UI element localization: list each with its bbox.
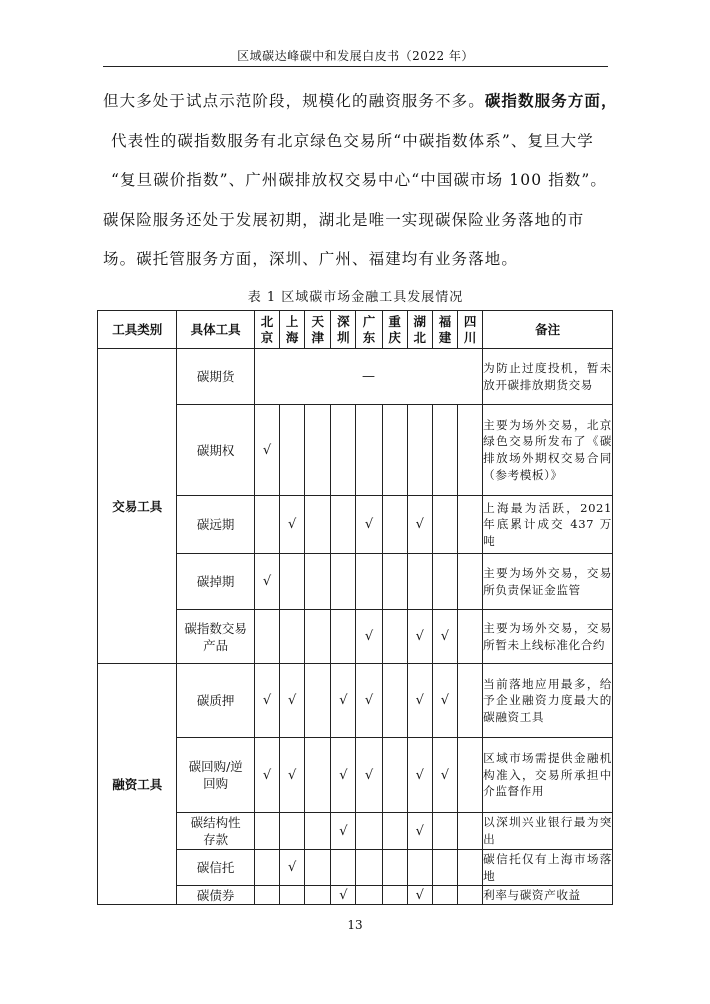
note-cell: 以深圳兴业银行最为突出 — [483, 813, 613, 850]
table-caption: 表 1 区域碳市场金融工具发展情况 — [247, 290, 464, 305]
empty-cell — [458, 850, 483, 886]
note-cell: 主要为场外交易，交易所负责保证金监管 — [483, 554, 613, 610]
body-line-1-text: 但大多处于试点示范阶段，规模化的融资服务不多。 — [103, 92, 485, 110]
empty-cell — [432, 813, 457, 850]
empty-cell — [280, 886, 305, 905]
header-region-chongqing: 重 庆 — [382, 311, 407, 349]
check-cell: √ — [407, 738, 432, 813]
check-cell: √ — [280, 738, 305, 813]
note-cell: 区域市场需提供金融机构准入，交易所承担中介监督作用 — [483, 738, 613, 813]
empty-cell — [382, 496, 407, 554]
category-cell: 融资工具 — [98, 664, 177, 905]
empty-cell — [382, 850, 407, 886]
empty-cell — [382, 554, 407, 610]
table-row — [98, 664, 613, 738]
empty-cell — [280, 405, 305, 496]
empty-cell — [305, 554, 331, 610]
empty-cell — [305, 405, 331, 496]
header-region-fujian: 福 建 — [432, 311, 457, 349]
empty-cell — [305, 664, 331, 738]
header-region-guangdong: 广 东 — [356, 311, 382, 349]
check-cell: √ — [407, 813, 432, 850]
note-cell: 主要为场外交易，北京绿色交易所发布了《碳排放场外期权交易合同（参考模板）》 — [483, 405, 613, 496]
empty-cell — [280, 554, 305, 610]
body-line-4: 碳保险服务还处于发展初期，湖北是唯一实现碳保险业务落地的市 — [103, 210, 585, 229]
empty-cell — [458, 664, 483, 738]
empty-cell — [254, 886, 279, 905]
header-rule — [103, 66, 608, 67]
empty-cell — [458, 554, 483, 610]
empty-cell — [356, 850, 382, 886]
empty-cell — [432, 554, 457, 610]
check-cell: √ — [254, 405, 279, 496]
empty-cell — [305, 496, 331, 554]
instrument-cell: 碳信托 — [177, 850, 254, 886]
check-cell: √ — [432, 664, 457, 738]
body-line-2: 代表性的碳指数服务有北京绿色交易所“中碳指数体系”、复旦大学 — [111, 131, 594, 150]
empty-cell — [331, 405, 356, 496]
empty-cell — [356, 813, 382, 850]
empty-cell — [432, 496, 457, 554]
empty-cell — [432, 850, 457, 886]
check-cell: √ — [331, 664, 356, 738]
body-line-1 — [103, 82, 618, 122]
empty-cell — [331, 610, 356, 664]
check-cell: √ — [254, 738, 279, 813]
body-line-3: “复旦碳价指数”、广州碳排放权交易中心“中国碳市场 100 指数”。 — [111, 171, 608, 189]
header-region-sichuan: 四 川 — [458, 311, 483, 349]
body-line-1-bold: 碳指数服务方面， — [484, 92, 618, 110]
note-cell: 为防止过度投机，暂未放开碳排放期货交易 — [483, 349, 613, 405]
empty-cell — [305, 738, 331, 813]
body-paragraph — [103, 82, 618, 280]
empty-cell — [356, 405, 382, 496]
header-region-hubei: 湖 北 — [407, 311, 432, 349]
header-region-shanghai: 上 海 — [280, 311, 305, 349]
empty-cell — [254, 850, 279, 886]
header-notes: 备注 — [483, 311, 613, 349]
check-cell: √ — [356, 738, 382, 813]
empty-cell — [458, 813, 483, 850]
empty-cell — [254, 496, 279, 554]
empty-cell — [458, 886, 483, 905]
empty-cell — [407, 850, 432, 886]
check-cell: √ — [356, 610, 382, 664]
check-cell: √ — [432, 610, 457, 664]
empty-cell — [458, 610, 483, 664]
note-cell: 利率与碳资产收益 — [483, 886, 613, 905]
empty-cell — [458, 496, 483, 554]
header-region-shenzhen: 深 圳 — [331, 311, 356, 349]
check-cell: √ — [331, 886, 356, 905]
page-number: 13 — [347, 918, 363, 932]
empty-cell — [432, 886, 457, 905]
empty-cell — [280, 610, 305, 664]
instrument-cell: 碳结构性 存款 — [177, 813, 254, 850]
table-header-row — [98, 311, 613, 349]
check-cell: √ — [331, 738, 356, 813]
instrument-cell: 碳指数交易 产品 — [177, 610, 254, 664]
instrument-cell: 碳掉期 — [177, 554, 254, 610]
empty-cell — [305, 850, 331, 886]
check-cell: √ — [432, 738, 457, 813]
empty-cell — [458, 738, 483, 813]
empty-cell — [382, 738, 407, 813]
empty-cell — [280, 813, 305, 850]
empty-cell — [458, 405, 483, 496]
empty-cell — [382, 886, 407, 905]
dash-cell: — — [254, 349, 482, 405]
empty-cell — [331, 850, 356, 886]
category-cell: 交易工具 — [98, 349, 177, 664]
header-region-tianjin: 天 津 — [305, 311, 331, 349]
check-cell: √ — [254, 664, 279, 738]
empty-cell — [305, 886, 331, 905]
check-cell: √ — [356, 664, 382, 738]
check-cell: √ — [407, 886, 432, 905]
check-cell: √ — [356, 496, 382, 554]
instrument-cell: 碳远期 — [177, 496, 254, 554]
check-cell: √ — [254, 554, 279, 610]
header-region-beijing: 北 京 — [254, 311, 279, 349]
empty-cell — [382, 405, 407, 496]
note-cell: 主要为场外交易，交易所暂未上线标准化合约 — [483, 610, 613, 664]
header-category: 工具类别 — [98, 311, 177, 349]
empty-cell — [382, 610, 407, 664]
check-cell: √ — [280, 850, 305, 886]
table-row — [98, 349, 613, 405]
empty-cell — [407, 405, 432, 496]
empty-cell — [407, 554, 432, 610]
check-cell: √ — [280, 496, 305, 554]
header-instrument: 具体工具 — [177, 311, 254, 349]
instrument-cell: 碳债券 — [177, 886, 254, 905]
empty-cell — [356, 554, 382, 610]
empty-cell — [382, 664, 407, 738]
check-cell: √ — [407, 664, 432, 738]
check-cell: √ — [407, 496, 432, 554]
instrument-cell: 碳质押 — [177, 664, 254, 738]
empty-cell — [254, 813, 279, 850]
empty-cell — [432, 405, 457, 496]
empty-cell — [305, 610, 331, 664]
note-cell: 当前落地应用最多，给予企业融资力度最大的碳融资工具 — [483, 664, 613, 738]
running-header: 区域碳达峰碳中和发展白皮书（2022 年） — [237, 49, 474, 63]
body-line-5: 场。碳托管服务方面，深圳、广州、福建均有业务落地。 — [103, 250, 519, 268]
instrument-cell: 碳期权 — [177, 405, 254, 496]
empty-cell — [305, 813, 331, 850]
check-cell: √ — [331, 813, 356, 850]
empty-cell — [356, 886, 382, 905]
empty-cell — [382, 813, 407, 850]
empty-cell — [331, 554, 356, 610]
empty-cell — [331, 496, 356, 554]
note-cell: 上海最为活跃，2021 年底累计成交 437 万吨 — [483, 496, 613, 554]
financial-tools-table — [97, 310, 613, 905]
check-cell: √ — [280, 664, 305, 738]
note-cell: 碳信托仅有上海市场落地 — [483, 850, 613, 886]
instrument-cell: 碳回购/逆 回购 — [177, 738, 254, 813]
instrument-cell: 碳期货 — [177, 349, 254, 405]
check-cell: √ — [407, 610, 432, 664]
empty-cell — [254, 610, 279, 664]
